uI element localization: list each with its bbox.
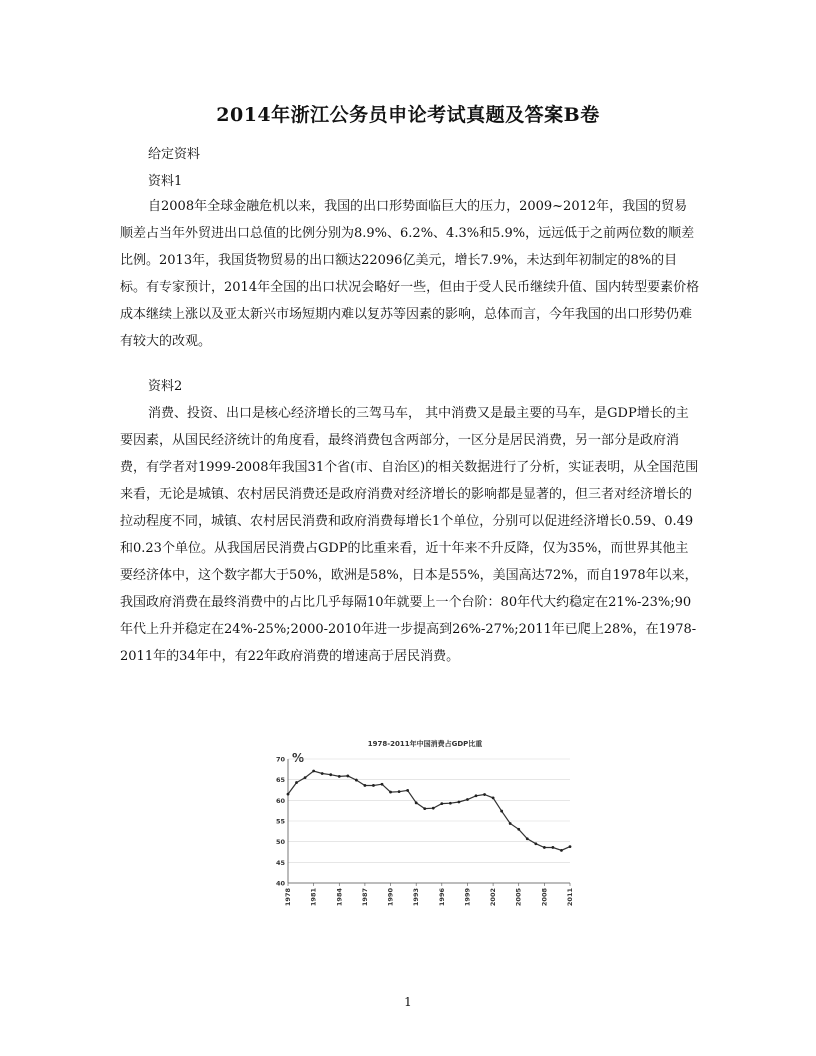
chart-ylabel: %	[292, 751, 305, 765]
chart-xtick-label: 1987	[360, 888, 369, 907]
chart-xtick-label: 1984	[335, 888, 344, 907]
chart-xtick-label: 1993	[412, 888, 421, 907]
chart-ytick-label: 70	[275, 755, 285, 764]
chart-data-point	[483, 793, 486, 796]
chart-xtick-label: 2008	[540, 888, 549, 907]
material1-label: 资料1	[148, 174, 183, 189]
chart-xtick-label: 1981	[309, 888, 318, 907]
chart-data-point	[364, 784, 367, 787]
chart-data-point	[466, 798, 469, 801]
chart-data-point	[500, 810, 503, 813]
chart-data-point	[440, 802, 443, 805]
chart-data-point	[398, 790, 401, 793]
chart-title: 1978-2011年中国消费占GDP比重	[367, 740, 483, 748]
consumption-chart	[270, 735, 580, 919]
chart-data-point	[543, 846, 546, 849]
chart-xtick-label: 2011	[566, 888, 574, 907]
chart-data-point	[287, 793, 290, 796]
chart-ytick-label: 45	[275, 858, 285, 867]
chart-data-point	[406, 789, 409, 792]
chart-xtick-label: 1999	[463, 888, 472, 907]
chart-xtick-label: 1978	[284, 888, 292, 907]
chart-ytick-label: 65	[275, 776, 285, 785]
chart-data-point	[569, 845, 572, 848]
chart-ytick-label: 40	[275, 879, 285, 888]
page-number: 1	[404, 995, 412, 1009]
chart-data-point	[329, 773, 332, 776]
chart-data-point	[534, 842, 537, 845]
chart-data-point	[432, 807, 435, 810]
chart-yticks	[276, 756, 286, 888]
chart-data-point	[560, 849, 563, 852]
chart-xtick-label: 1996	[437, 888, 446, 907]
chart-data-point	[509, 822, 512, 825]
chart-axes	[288, 759, 570, 886]
page-title: 2014年浙江公务员申论考试真题及答案B卷	[216, 104, 600, 126]
chart-data-point	[449, 802, 452, 805]
section-heading: 给定资料	[148, 147, 201, 162]
material1-text: 自2008年全球金融危机以来，我国的出口形势面临巨大的压力，2009~2012年，我国的贸易顺差占当年外贸进出口总值的比例分别为8.9%、6.2%、4.3%和5.9%，远远低于之前两位数的顺差比例。2013年，我国货物贸易的出口额达22096亿美元，增长7.9%，未达到年初制定的8%的目标。有专家预计，2014年全国的出口状况会略好一些，但由于受人民币继续升值、国内转型要素价格成本继续上涨以及亚太新兴市场短期内难以复苏等因素的影响，总体而言，今年我国的出口形势仍难有较大的改观。	[120, 199, 700, 349]
chart-data-point	[475, 794, 478, 797]
chart-data-point	[304, 776, 307, 779]
chart-data-point	[458, 801, 461, 804]
chart-svg	[270, 735, 580, 915]
chart-data-point	[346, 775, 349, 778]
chart-ytick-label: 60	[275, 796, 285, 805]
chart-xtick-label: 1990	[386, 888, 395, 907]
chart-data-point	[526, 837, 529, 840]
chart-xtick-label: 2005	[514, 888, 523, 907]
chart-data-point	[355, 779, 358, 782]
chart-ytick-label: 50	[275, 838, 285, 847]
material2-text: 消费、投资、出口是核心经济增长的三驾马车， 其中消费又是最主要的马车，是GDP增长的主要因素，从国民经济统计的角度看，最终消费包含两部分，一区分是居民消费，另一部分是政府消费，有学者对1999-2008年我国31个省(市、自治区)的相关数据进行了分析，实证表明，从全国范围来看，无论是城镇、农村居民消费还是政府消费对经济增长的影响都是显著的，但三者对经济增长的拉动程度不同，城镇、农村居民消费和政府消费每增长1个单位，分别可以促进经济增长0.59、0.49和0.23个单位。从我国居民消费占GDP的比重来看，近十年来不升反降，仅为35%，而世界其他主要经济体中，这个数字都大于50%，欧洲是58%，日本是55%，美国高达72%，而自1978年以来，我国政府消费在最终消费中的占比几乎每隔10年就要上一个台阶：80年代大约稳定在21%-23%;90年代上升并稳定在24%-25%;2000-2010年进一步提高到26%-27%;2011年已爬上28%，在1978-2011年的34年中，有22年政府消费的增速高于居民消费。	[120, 406, 699, 664]
chart-data-point	[321, 772, 324, 775]
chart-data-point	[372, 784, 375, 787]
chart-data-point	[295, 781, 298, 784]
material2-label: 资料2	[148, 379, 183, 394]
chart-grid	[288, 759, 570, 883]
chart-xticks	[284, 888, 574, 907]
chart-ytick-label: 55	[275, 817, 285, 826]
chart-data-point	[517, 828, 520, 831]
chart-data-point	[552, 846, 555, 849]
chart-data-point	[312, 770, 315, 773]
chart-data-point	[338, 775, 341, 778]
chart-data-point	[423, 807, 426, 810]
chart-data-point	[492, 796, 495, 799]
chart-xtick-label: 2002	[489, 888, 498, 907]
chart-data-point	[381, 783, 384, 786]
chart-data-point	[389, 791, 392, 794]
chart-data-point	[415, 801, 418, 804]
